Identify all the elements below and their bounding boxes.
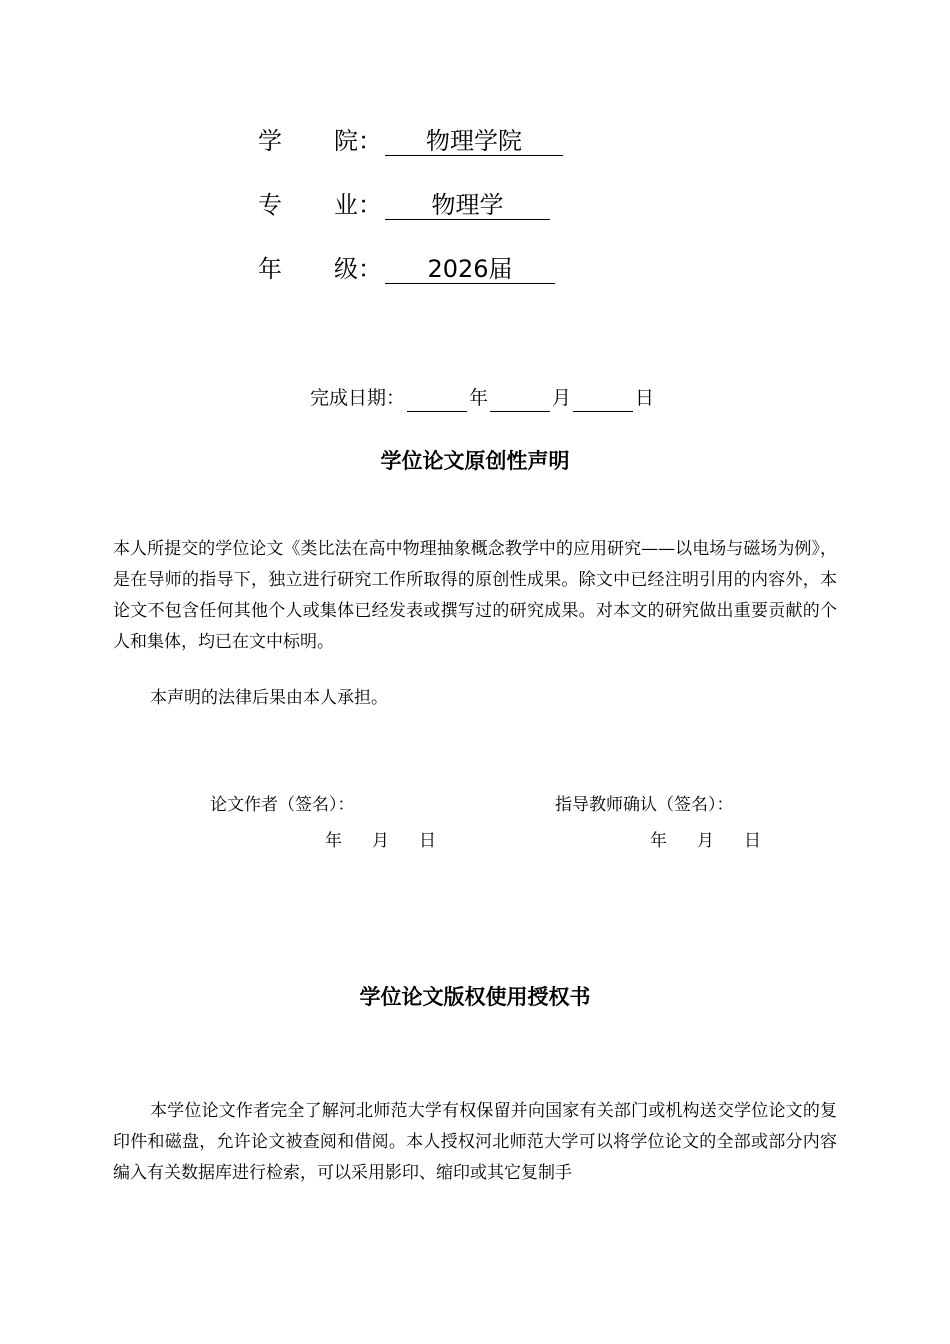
day-blank (573, 389, 633, 412)
copyright-title: 学位论文版权使用授权书 (359, 985, 591, 1009)
advisor-day: 日 (744, 831, 761, 851)
advisor-year: 年 (650, 831, 667, 851)
completion-date-label: 完成日期： (310, 387, 406, 409)
originality-paragraph: 本人所提交的学位论文《类比法在高中物理抽象概念教学中的应用研究——以电场与磁场为例》，是在导师的指导下，独立进行研究工作所取得的原创性成果。除文中已经注明引用的内容外，本论文不包含任何其他个人或集体已经发表或撰写过的研究成果。对本文的研究做出重要贡献的个人和集体，均已在文中标明。 (113, 539, 837, 652)
originality-title: 学位论文原创性声明 (380, 449, 570, 473)
completion-year-label: 年 (469, 387, 489, 409)
month-blank (490, 389, 550, 412)
advisor-signature-label: 指导教师确认（签名）： (555, 795, 734, 815)
college-label-char-2: 院： (334, 127, 382, 155)
advisor-month: 月 (697, 831, 714, 851)
author-year: 年 (325, 831, 342, 851)
college-label-char-1: 学 (258, 127, 282, 155)
author-day: 日 (419, 831, 436, 851)
major-value: 物理学 (385, 189, 550, 220)
major-label-char-2: 业： (334, 191, 382, 219)
advisor-sign-date (650, 828, 761, 854)
copyright-paragraph: 本学位论文作者完全了解河北师范大学有权保留并向国家有关部门或机构送交学位论文的复印件和磁盘，允许论文被查阅和借阅。本人授权河北师范大学可以将学位论文的全部或部分内容编入有关数据库进行检索，可以采用影印、缩印或其它复制手 (113, 1101, 837, 1183)
completion-date (310, 384, 654, 412)
grade-label-char-1: 年 (258, 255, 282, 283)
completion-day-label: 日 (635, 387, 655, 409)
liability-statement: 本声明的法律后果由本人承担。 (150, 688, 388, 708)
year-blank (407, 389, 467, 412)
grade-value: 2026届 (385, 253, 555, 284)
grade-label-char-2: 级： (334, 255, 382, 283)
author-signature-label: 论文作者（签名）： (210, 795, 355, 815)
college-value: 物理学院 (385, 125, 563, 156)
major-label-char-1: 专 (258, 191, 282, 219)
author-sign-date (325, 828, 436, 854)
completion-month-label: 月 (552, 387, 572, 409)
author-month: 月 (372, 831, 389, 851)
